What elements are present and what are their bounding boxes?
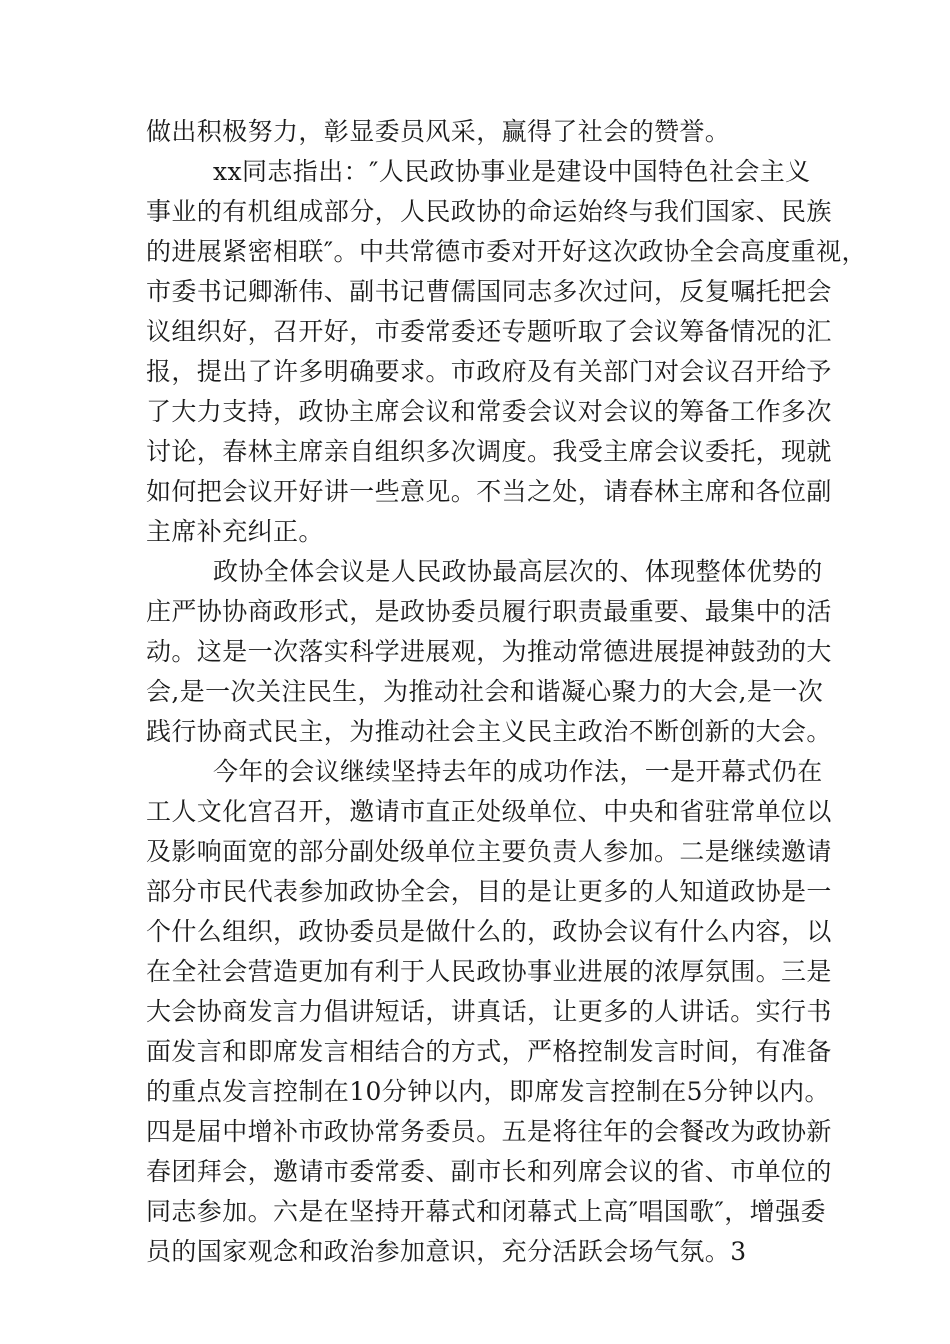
text-line: 会,是一次关注民生，为推动社会和谐凝心聚力的大会,是一次: [146, 677, 824, 706]
text-line: 的进展紧密相联″。中共常德市委对开好这次政协全会高度重视，: [146, 237, 867, 266]
text-line: 议组织好，召开好，市委常委还专题听取了会议筹备情况的汇: [146, 317, 832, 346]
text-line: 政协全体会议是人民政协最高层次的、体现整体优势的: [213, 557, 823, 586]
text-line: 如何把会议开好讲一些意见。不当之处，请春林主席和各位副: [146, 477, 832, 506]
text-line: 讨论，春林主席亲自组织多次调度。我受主席会议委托，现就: [146, 437, 832, 466]
text-line: 事业的有机组成部分，人民政协的命运始终与我们国家、民族: [146, 197, 832, 226]
text-line: xx同志指出：″人民政协事业是建设中国特色社会主义: [213, 157, 811, 186]
text-line: 动。这是一次落实科学进展观，为推动常德进展提神鼓劲的大: [146, 637, 832, 666]
text-line: 在全社会营造更加有利于人民政协事业进展的浓厚氛围。三是: [146, 957, 832, 986]
text-line: 同志参加。六是在坚持开幕式和闭幕式上高″唱国歌″，增强委: [146, 1197, 826, 1226]
text-line: 及影响面宽的部分副处级单位主要负责人参加。二是继续邀请: [146, 837, 832, 866]
text-line: 工人文化宫召开，邀请市直正处级单位、中央和省驻常单位以: [146, 797, 832, 826]
text-line: 大会协商发言力倡讲短话，讲真话，让更多的人讲话。实行书: [146, 997, 832, 1026]
text-line: 员的国家观念和政治参加意识，充分活跃会场气氛。3: [146, 1237, 747, 1266]
text-line: 面发言和即席发言相结合的方式，严格控制发言时间，有准备: [146, 1037, 832, 1066]
text-line: 个什么组织，政协委员是做什么的，政协会议有什么内容，以: [146, 917, 832, 946]
text-line: 践行协商式民主，为推动社会主义民主政治不断创新的大会。: [146, 717, 832, 746]
text-line: 报，提出了许多明确要求。市政府及有关部门对会议召开给予: [146, 357, 832, 386]
text-line: 做出积极努力，彰显委员风采，赢得了社会的赞誉。: [146, 117, 731, 146]
text-line: 市委书记卿渐伟、副书记曹儒国同志多次过问，反复嘱托把会: [146, 277, 832, 306]
text-line: 主席补充纠正。: [146, 517, 324, 546]
text-line: 的重点发言控制在10分钟以内，即席发言控制在5分钟以内。: [146, 1077, 830, 1106]
document-body: [146, 112, 867, 1272]
text-line: 今年的会议继续坚持去年的成功作法，一是开幕式仍在: [213, 757, 823, 786]
text-line: 四是届中增补市政协常务委员。五是将往年的会餐改为政协新: [146, 1117, 832, 1146]
text-line: 春团拜会，邀请市委常委、副市长和列席会议的省、市单位的: [146, 1157, 832, 1186]
text-line: 了大力支持，政协主席会议和常委会议对会议的筹备工作多次: [146, 397, 832, 426]
text-line: 庄严协协商政形式，是政协委员履行职责最重要、最集中的活: [146, 597, 832, 626]
text-line: 部分市民代表参加政协全会，目的是让更多的人知道政协是一: [146, 877, 832, 906]
